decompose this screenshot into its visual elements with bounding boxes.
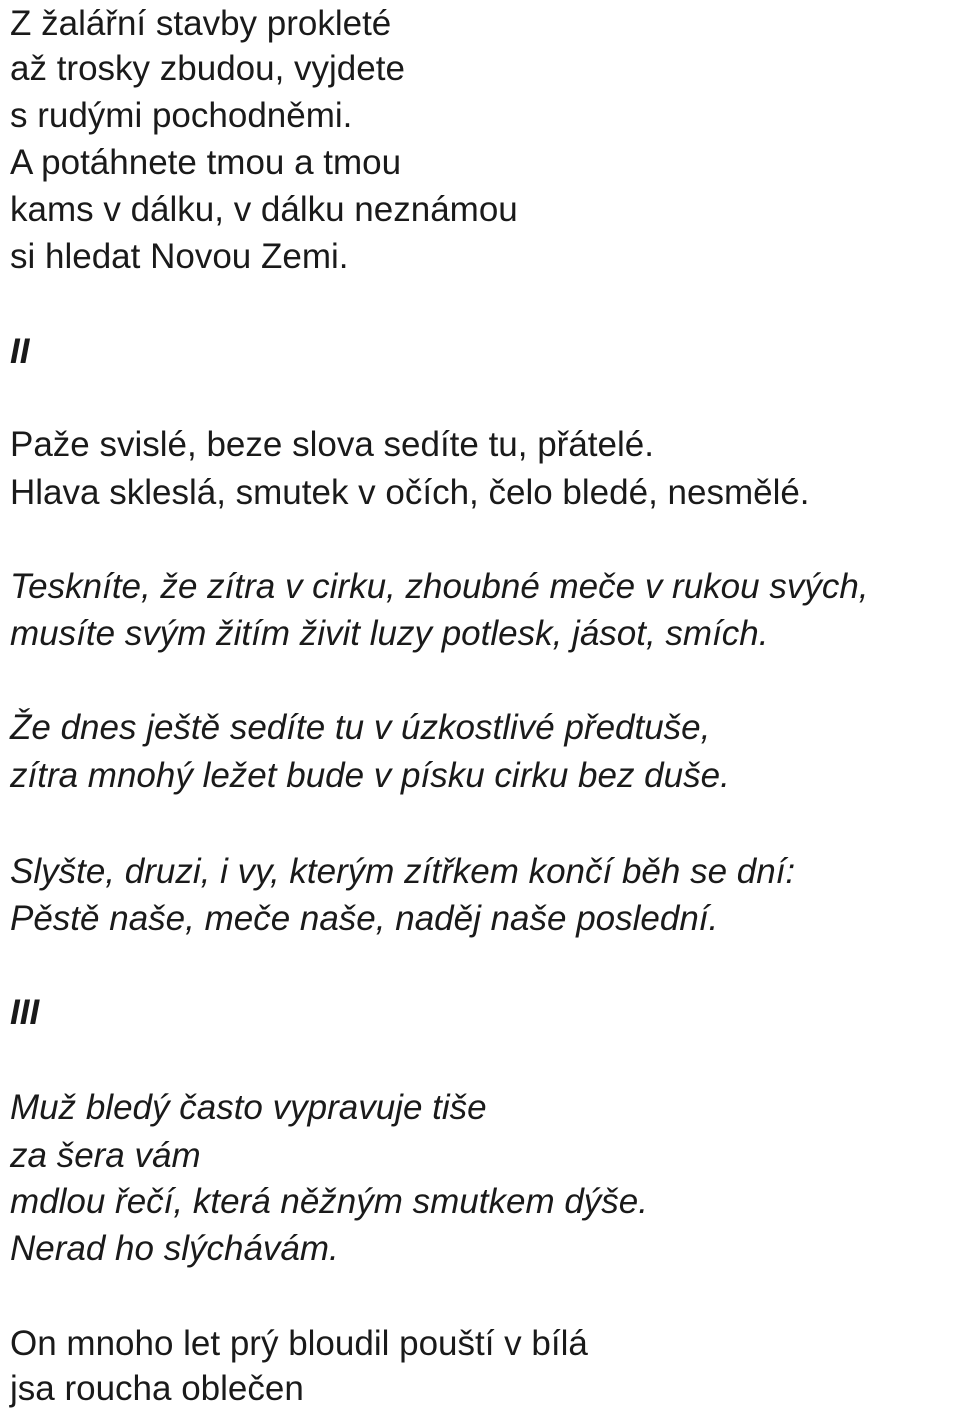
poem-line: Z žalářní stavby prokleté xyxy=(10,4,392,43)
poem-line: si hledat Novou Zemi. xyxy=(10,237,349,276)
poem-line: zítra mnohý ležet bude v písku cirku bez duše. xyxy=(10,756,730,795)
poem-line: Pěstě naše, meče naše, naděj naše poslední. xyxy=(10,899,719,938)
section-heading-iii: III xyxy=(10,993,40,1032)
poem-line: Muž bledý často vypravuje tiše xyxy=(10,1088,487,1127)
poem-line: musíte svým žitím živit luzy potlesk, jásot, smích. xyxy=(10,614,769,653)
poem-line: Nerad ho slýchávám. xyxy=(10,1229,339,1268)
poem-line: až trosky zbudou, vyjdete xyxy=(10,49,405,88)
poem-line: Že dnes ještě sedíte tu v úzkostlivé předtuše, xyxy=(10,708,711,747)
poem-line: za šera vám xyxy=(10,1136,201,1175)
poem-line: A potáhnete tmou a tmou xyxy=(10,143,402,182)
poem-line: jsa roucha oblečen xyxy=(10,1369,304,1408)
poem-line: Teskníte, že zítra v cirku, zhoubné meče v rukou svých, xyxy=(10,567,869,606)
poem-line: Paže svislé, beze slova sedíte tu, přátelé. xyxy=(10,425,654,464)
poem-line: Hlava skleslá, smutek v očích, čelo bledé, nesmělé. xyxy=(10,473,810,512)
section-heading-ii: II xyxy=(10,332,30,371)
poem-line: s rudými pochodněmi. xyxy=(10,96,353,135)
poem-line: mdlou řečí, která něžným smutkem dýše. xyxy=(10,1182,648,1221)
poem-line: Slyšte, druzi, i vy, kterým zítřkem končí běh se dní: xyxy=(10,852,796,891)
poem-line: On mnoho let prý bloudil pouští v bílá xyxy=(10,1324,588,1363)
poem-line: kams v dálku, v dálku neznámou xyxy=(10,190,518,229)
